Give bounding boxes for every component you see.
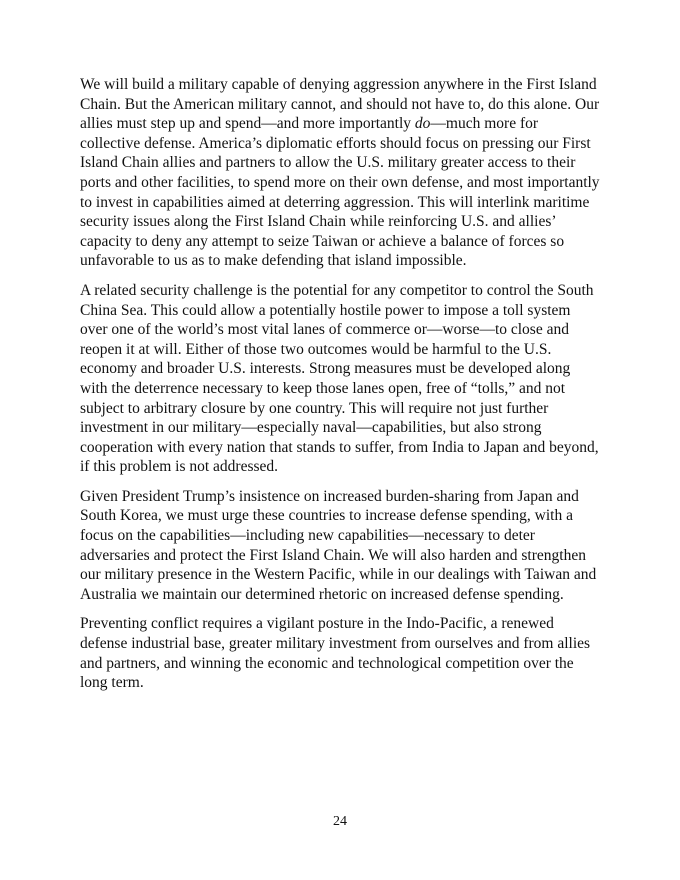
paragraph-1-emphasis: do: [414, 115, 431, 133]
page-number: 24: [333, 814, 347, 829]
body-text: [80, 75, 600, 703]
paragraph-4: Preventing conflict requires a vigilant posture in the Indo-Pacific, a renewed defense industrial base, greater military investment from ourselves and from allies and partners, and winning the economic and technological competition over the long term.: [80, 615, 591, 692]
paragraph-1: [80, 75, 600, 271]
paragraph-3: Given President Trump’s insistence on increased burden-sharing from Japan and South Korea, we must urge these countries to increase defense spending, with a focus on the capabilities—including new capabilities—necessary to deter adversaries and protect the First Island Chain. We will also harden and strengthen our military presence in the Western Pacific, while in our dealings with Taiwan and Australia we maintain our determined rhetoric on increased defense spending.: [80, 487, 597, 603]
paragraph-1-part-1: We will build a military capable of denying aggression anywhere in the First Island Chain. But the American military cannot, and should not have to, do this alone. Our allies must step up and spend—and more importantly: [80, 76, 600, 133]
paragraph-1-part-2: —much more for collective defense. America’s diplomatic efforts should focus on pressing our First Island Chain allies and partners to allow the U.S. military greater access to their ports and other facilities, to spend more on their own defense, and most importantly to invest in capabilities aimed at deterring aggression. This will interlink maritime security issues along the First Island Chain while reinforcing U.S. and allies’ capacity to deny any attempt to seize Taiwan or achieve a balance of forces so unfavorable to us as to make defending that island impossible.: [80, 115, 600, 270]
paragraph-2: A related security challenge is the potential for any competitor to control the South China Sea. This could allow a potentially hostile power to impose a toll system over one of the world’s most vital lanes of commerce or—worse—to close and reopen it at will. Either of those two outcomes would be harmful to the U.S. economy and broader U.S. interests. Strong measures must be developed along with the deterrence necessary to keep those lanes open, free of “tolls,” and not subject to arbitrary closure by one country. This will require not just further investment in our military—especially naval—capabilities, but also strong cooperation with every nation that stands to suffer, from India to Japan and beyond, if this problem is not addressed.: [80, 281, 599, 476]
